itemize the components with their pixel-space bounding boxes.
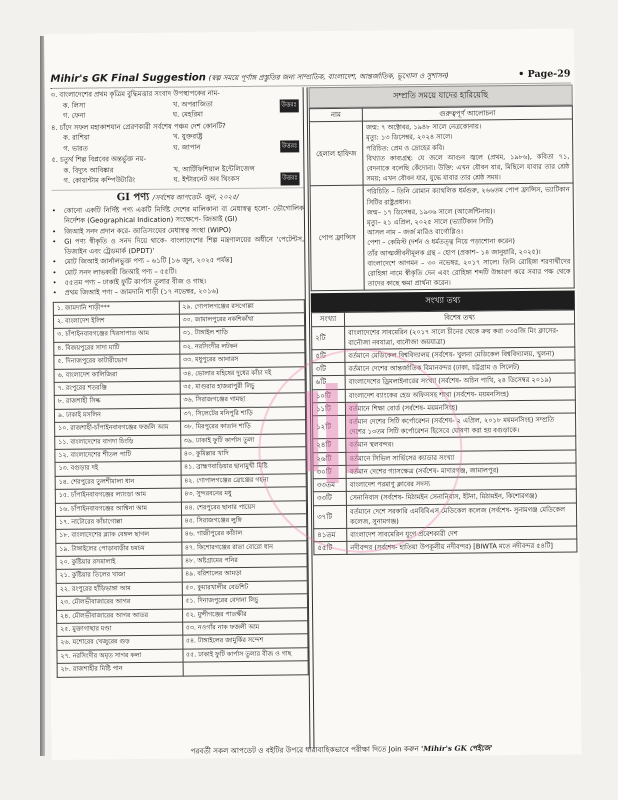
mcq-question	[51, 152, 303, 186]
option: খ. অপরাজিতা	[172, 99, 213, 109]
gi-product-cell: ৫২. মুন্সীগঞ্জের পাতক্ষীর	[182, 607, 308, 622]
gi-product-cell: ২২. রংপুরের হাঁড়িভাঙ্গা আম	[56, 582, 182, 597]
option: ঘ. জাপান	[173, 142, 201, 152]
gi-product-cell: ৩৭. সিলেটের মনিপুরি শাড়ি	[180, 407, 306, 422]
fact-info: বর্তমানে সিভিল সার্ভিসের ক্যাডার সংখ্যা	[346, 450, 576, 466]
fact-info: বর্তমান দেশের গ্যাসক্ষেত্র (সর্বশেষ- মাদারগঞ্জ, জামালপুর)	[346, 463, 576, 479]
gi-product-cell: ৩০. জামালপুরের নকশিকাঁথা	[179, 313, 305, 328]
gi-product-cell: ১. জামদানি শাড়ী***	[53, 301, 179, 316]
gi-product-cell: ২১. কুষ্টিয়ার তিলের খাজা	[56, 569, 182, 584]
gi-product-cell: ৫৩. নওগাঁর নাক ফজলী আম	[182, 621, 308, 636]
gi-product-cell: ৩৫. মাগুরার হাজরাপুরী লিচু	[180, 380, 306, 395]
gi-product-cell: ৩. চাঁপাইনবাবগঞ্জের খিরসাপাত আম	[54, 328, 180, 343]
gi-product-cell: ৬. বাংলাদেশ কালিজিরা	[54, 368, 180, 383]
col-header-info: গুরুত্বপূর্ণ আলোচনা	[362, 106, 572, 121]
gi-product-cell	[183, 661, 309, 676]
info-line: পরিচিতি – তিনি রোমান ক্যাথলিক ধর্মগুরু, ২৬৬তম পোপ ফ্রান্সিস, ভ্যাটিকান সিটির রাষ্ট্রপ্রধান।	[366, 185, 570, 207]
bullet-icon: •	[52, 237, 57, 246]
table-row	[310, 183, 574, 291]
gi-product-cell: ৩৮. মিরপুরের কাতান শাড়ি	[180, 420, 306, 435]
gi-product-cell: ৮. রাজশাহী সিল্ক	[54, 395, 180, 410]
question-number: ৩.	[50, 90, 58, 99]
option: গ. ভারত	[63, 144, 88, 153]
fact-number: ৬টি	[312, 376, 345, 390]
option: ক. লিসা	[62, 101, 86, 110]
fact-number: ১০টি	[312, 389, 345, 403]
fact-info: বাংলাদেশ সাবমেরিন যুগে প্রবেশকারী দেশ	[347, 526, 577, 542]
fact-number: ১১টি	[312, 402, 345, 416]
page-footer	[111, 743, 571, 760]
col-header-number: সংখ্যা	[311, 313, 344, 327]
fact-number: ৩০টি	[313, 465, 346, 479]
book-page	[44, 28, 582, 760]
fact-info: বর্তমানে শিক্ষা বোর্ড (সর্বশেষ- ময়মনসিংহ)	[345, 400, 575, 416]
answer-badge: উত্তরঃ	[280, 172, 300, 185]
bullet-text: জিআই সনদ প্রদান করে- জাতিসংঘের মেধাস্বত্ব সংস্থা (WIPO)	[64, 225, 232, 236]
table-row	[309, 119, 573, 186]
gi-product-cell: ৯. ঢাকাই মসলিন	[54, 408, 180, 423]
fact-number: ৩৩টি	[313, 492, 346, 506]
fact-info: বর্তমানে মেডিকেল বিশ্ববিদ্যালয় (সর্বশেষ- খুলনা মেডিকেল বিশ্ববিদ্যালয়, খুলনা)	[345, 347, 575, 363]
fact-info: বাংলাদেশের ড্রিমলাইনারের সংখ্যা (সর্বশেষ- অচিন পাখি, ২৪ ডিসেম্বর ২০১৯)	[345, 373, 575, 389]
gi-bullet	[53, 286, 305, 299]
gi-title-text: GI পণ্য	[116, 191, 150, 203]
footer-brand: 'Mihir's GK পেইজে'	[421, 743, 493, 754]
recent-deaths-table	[309, 105, 575, 291]
gi-product-cell: ২৪. মৌলভীবাজারের আগর আতর	[57, 609, 183, 624]
bullet-icon: •	[52, 258, 57, 267]
gi-product-cell: ১৪. শেরপুরের তুলশীমালা ধান	[55, 475, 181, 490]
bullet-text: GI পণ্য স্বীকৃতি ও সনদ দিয়ে থাকে- বাংলাদেশের শিল্প মন্ত্রণালয়ের অধীনে 'পেটেন্টস, ডিজাইন এবং ট্রেডমার্ক (DPDT)'	[64, 235, 305, 256]
gi-product-cell: ১৯. টাঙ্গাইলের পোড়াবাড়ীর চমচম	[56, 542, 182, 557]
header-subtitle: (স্বল্প সময়ে পূর্ণাঙ্গ প্রস্তুতির জন্য সাম্প্রতিক, বাংলাদেশ, আন্তর্জাতিক, ভূগোল ও সুশাসন)	[208, 71, 449, 83]
gi-product-cell: ৩৯. ঢাকাই ফুটি কার্পাস তুলা	[180, 433, 306, 448]
gi-product-cell: ২৩. মৌলভীবাজারের আগর	[56, 595, 182, 610]
fact-info: বর্তমান দেশের সিটি কর্পোরেশন (সর্বশেষ- ২ এপ্রিল, ২০১৮ ময়মনসিংহ) সম্প্রতি দেশের ১৩তম সিটি কর্পোরেশন হিসেবে ঘোষণা করা হয় বগুড়াকে।	[346, 413, 576, 439]
gi-product-cell: ২০. কুষ্টিয়ার রসমালাই	[56, 555, 182, 570]
option: ঘ. মেহরিমা	[172, 110, 203, 119]
page-number: • Page-29	[518, 68, 571, 81]
gi-product-cell: ৪৫. সিরাজগঞ্জের লুঙ্গি	[181, 514, 307, 529]
gi-product-cell: ৩২. নরসিংদীর লটকন	[179, 340, 305, 355]
bullet-text: প্রথম জিআই পণ্য – জামদানি শাড়ী (১৭ নভেম্বর, ২০১৬)	[64, 287, 219, 298]
info-line: আসল নাম – জর্জ মারিও বার্গোগ্লিও।	[367, 227, 463, 237]
info-line: মৃত্যু– ২১ এপ্রিল, ২০২৫ সালে (ভ্যাটিকান সিটি)	[366, 217, 494, 227]
gi-product-cell: ২. বাংলাদেশ ইলিশ	[53, 314, 179, 329]
fact-number: ২৪টি	[313, 439, 346, 453]
gi-product-cell: ২৫. মুক্তাগাছার মণ্ডা	[57, 622, 183, 637]
gi-section-title	[52, 187, 304, 204]
watermark-circle	[257, 348, 463, 554]
watermark-bar	[346, 403, 359, 473]
question-text: বাংলাদেশের প্রথম কৃত্রিম বুদ্ধিমত্তার সংবাদ উপস্থাপকের নাম-	[59, 89, 220, 99]
fact-number: ২৬টি	[313, 452, 346, 466]
gi-product-cell: ৪২. গোপালগঞ্জের ব্রোঞ্জের গহনা	[181, 474, 307, 489]
gi-product-cell: ৪৯. বরিশালের আমড়া	[182, 567, 308, 582]
question-number: ৫.	[51, 155, 58, 164]
header-brand: Mihir's GK Final Suggestion	[50, 72, 206, 85]
info-line: তাঁর আত্মজীবনীমূলক গ্রন্থ – হোপ (প্রকাশ– ১৪ জানুয়ারি, ২০২৫)।	[367, 247, 541, 258]
bullet-text: কোনো একটি নির্দিষ্ট পণ্য একটি নির্দিষ্ট দেশের মালিকানা বা মেধাস্বত্ব হলো- ভৌগোলিক নির্দেশক (Geographical Indication) সংক্ষেপে- জিআই (GI)	[63, 204, 304, 226]
gi-bullet	[52, 203, 304, 226]
option: খ. যুক্তরাষ্ট্র	[173, 132, 203, 141]
fact-info: বাংলাদেশ ব্যাংকের হেড অফিসসহ শাখা (সর্বশেষ- ময়মনসিংহ)	[345, 387, 575, 403]
gi-product-cell: ৩৩. মধুপুরের আনারস	[179, 353, 305, 368]
gi-product-cell: ২৭. নরসিংদীর অমৃত সাগর কলা	[57, 649, 183, 664]
question-text: চাঁদে সফল মহাকাশযান প্রেরণকারী সর্বশেষ পঞ্চম দেশ কোনটি?	[59, 121, 226, 132]
gi-product-cell: ১২. বাংলাদেশের শীতল পাটি	[55, 448, 181, 463]
answer-badge: উত্তরঃ	[279, 99, 299, 112]
gi-product-cell: ৪৬. গাজীপুরের কাঁঠাল	[181, 527, 307, 542]
fact-info: বর্তমান স্থলবন্দর।	[346, 436, 576, 452]
bullet-icon: •	[52, 227, 57, 236]
option: খ. আর্টিফিশিয়াল ইন্টেলিজেন্স	[173, 164, 255, 174]
gi-product-cell: ৩৪. ভোলার মহিষের দুধের কাঁচা দই	[180, 366, 306, 381]
col-header-name: নাম	[309, 108, 362, 122]
gi-product-cell: ১৬. চাঁপাইনবাবগঞ্জের আশ্বিনা আম	[55, 502, 181, 517]
fact-info: বর্তমানে দেশে সরকারি এমবিবিএস মেডিকেল কলেজ (সর্বশেষ- সুনামগঞ্জ মেডিকেল কলেজ, সুনামগঞ্জ)	[346, 502, 576, 528]
bullet-icon: •	[52, 289, 57, 298]
fact-number: ৫৫টি	[314, 541, 347, 555]
info-line: মৃত্যু: ১৩ ডিসেম্বর, ২০২৪ সালে।	[366, 133, 453, 143]
gi-update-note: /সর্বশেষ আপডেট- জুন, ২০২৫/	[152, 192, 239, 202]
option: গ. ফেনা	[62, 111, 86, 120]
bullet-icon: •	[52, 278, 57, 288]
person-name: পোপ ফ্রান্সিস	[310, 186, 364, 292]
option: গ. কোয়ান্টাম কম্পিউটারিং	[63, 176, 136, 185]
table-row	[312, 324, 575, 350]
gi-product-cell: ৪৪. শেরপুরের ছানার পায়েস	[181, 500, 307, 515]
gi-product-cell: ৪. বিজয়পুরের সাদা মাটি	[54, 341, 180, 356]
fact-number: ৩টি	[312, 363, 345, 377]
recent-deaths-title: সম্প্রতি সময়ে যাদের হারিয়েছি	[309, 84, 573, 108]
watermark-bar	[306, 391, 319, 471]
option: ঘ. ইন্টারনেট অব থিংকস	[173, 174, 240, 184]
gi-product-cell: ১৩. বগুড়ার দই	[55, 461, 181, 476]
info-line: পেশা – কেমিস্ট (দর্শন ও ধর্মতত্ত্ব নিয়ে পড়াশোনা করেন)	[367, 237, 515, 248]
gi-product-cell: ১১. বাংলাদেশের বাগদা চিংড়ি	[55, 435, 181, 450]
fact-number: ৫টি	[312, 349, 345, 363]
gi-product-cell: ২৬. যশোরের খেজুরের গুড়	[57, 636, 183, 651]
info-line: বাংলাদেশে আগমন – ৩০ নভেম্বর, ২০১৭ সালে। তিনি রোহিঙ্গা শরণার্থীদের রোহিঙ্গা নামে স্বীকৃতি দেন এবং রোহিঙ্গা শব্দটি উচ্চারণ করে সবার পক্ষ থেকে তাদের কাছে ক্ষমা প্রার্থনা করেন।	[367, 257, 571, 288]
gi-product-cell: ৩৬. সিরাজগঞ্জের গামছা	[180, 393, 306, 408]
gi-product-cell: ১৭. নাটোরের কাঁচাগোল্লা	[56, 515, 182, 530]
person-name: হেলাল হাফিজ	[309, 121, 363, 186]
info-line: জন্ম: ৭ অক্টোবর, ১৯৪৮ সালে নেত্রকোনায়।	[365, 122, 482, 132]
gi-product-cell: ৪১. ব্রাহ্মণবাড়িয়ার ছানামুখী মিষ্টি	[180, 460, 306, 475]
info-line: জন্ম– ১৭ ডিসেম্বর, ১৯৩৬ সালে (আর্জেন্টিনায়)।	[366, 207, 496, 217]
col-header-special-info: বিশেষ তথ্য	[344, 310, 574, 326]
gi-product-cell: ৫১. দিনাজপুরের বেদানা লিচু	[182, 594, 308, 609]
mcq-question	[51, 87, 303, 121]
question-number: ৪.	[50, 123, 58, 132]
gi-product-cell: ১৫. চাঁপাইনবাবগঞ্জের ল্যাংড়া আম	[55, 488, 181, 503]
bullet-text: মোট সনদ লাভকারী জিআই পণ্য – ৫৫টি।	[64, 267, 177, 277]
gi-product-cell: ৪০. কুমিল্লার খাদি	[180, 447, 306, 462]
gi-product-cell: ৪৩. সুন্দরবনের মধু	[181, 487, 307, 502]
info-line: বিখ্যাত কাব্যগ্রন্থ: যে জলে আগুন জ্বলে (প্রথম, ১৯৮৬), কবিতা ৭১, বেদনাকে বলেছি কেঁদোনা। উক্তি: এখন যৌবন যার, মিছিলে যাবার তার শ্রেষ্ঠ সময়; এখন যৌবন যার, যুদ্ধে যাবার তার শ্রেষ্ঠ সময়।	[366, 152, 570, 183]
fact-info: বাংলাদেশের সাবমেরিন (২০১৭ সালে চীনের থেকে ক্রয় করা ০৩৫জি মিং ক্লাসের- বানৌজা নবযাত্রা, বানৌজা জয়যাত্রা)	[345, 324, 575, 350]
info-line: পরিচিত: প্রেম ও দ্রোহের কবি।	[366, 143, 445, 153]
option: ক. রাশিয়া	[63, 133, 90, 142]
gi-product-cell: ৫৪. টাঙ্গাইলের জামুর্কির সন্দেশ	[182, 634, 308, 649]
fact-number: ৩৩তম	[313, 478, 346, 492]
gi-product-cell: ৭. রংপুরের শতরঞ্জি	[54, 381, 180, 396]
fact-number: ২টি	[312, 326, 345, 350]
gi-product-cell: ৫০. কুমারখালীর বেডশিট	[182, 581, 308, 596]
gi-product-cell: ৪৮. অষ্টগ্রামের পনির	[181, 554, 307, 569]
gi-product-cell: ৪৭. কিশোরগঞ্জের রাতা বোরো ধান	[181, 540, 307, 555]
left-column	[51, 87, 309, 677]
bullet-icon: •	[52, 268, 57, 277]
watermark-bar	[326, 383, 339, 483]
fact-number: ৪১তম	[314, 528, 347, 542]
gi-product-cell: ৩১. টাঙ্গাইল শাড়ি	[179, 326, 305, 341]
numeric-facts-title: সংখ্যা তথ্য	[311, 291, 575, 313]
gi-product-cell: ৫৫. ঢাকাই ফুটি কার্পাস তুলার বীজ ও গাছ	[182, 648, 308, 663]
gi-bullet	[52, 234, 304, 257]
gi-product-cell: ১৮. বাংলাদেশের ব্ল্যাক বেঙ্গল ছাগল	[56, 528, 182, 543]
gi-product-cell: ২৮. রাজশাহীর মিষ্টি পান	[57, 662, 183, 677]
bullet-icon: •	[51, 206, 56, 215]
question-text: চতুর্থ শিল্প বিপ্লবের অন্তর্ভুক্ত নয়-	[60, 154, 147, 164]
gi-product-cell: ৫. দিনাজপুরের কাটারীভোগ	[54, 354, 180, 369]
fact-info: বর্তমানে দেশের আন্তর্জাতিক বিমানবন্দর (ঢাকা, চট্টগ্রাম ও সিলেট)	[345, 360, 575, 376]
mcq-question	[51, 120, 303, 154]
gi-product-cell: ১০. রাজশাহী-চাঁপাইনবাবগঞ্জের ফজলি আম	[55, 421, 181, 436]
fact-number: ১২টি	[313, 415, 346, 439]
option: ক. বিদ্যুৎ আবিষ্কার	[63, 165, 114, 175]
fact-info: বাংলাদেশ পরমাণু ক্লাবের সদস্য	[346, 476, 576, 492]
bullet-text: মোট জিআই জার্নালভুক্ত পণ্য – ৬১টি [১৬ জুন, ২০২৫ পর্যন্ত]	[64, 256, 233, 267]
gi-product-cell: ২৯. গোপালগঞ্জের রসগোল্লা	[179, 299, 305, 314]
fact-info: নদীবন্দর (সর্বশেষ- হাতিয়া উপকূলীয় নদীবন্দর) [BIWTA মতে নদীবন্দর ৫৪টি]	[347, 539, 577, 555]
table-row	[57, 661, 308, 677]
fact-number: ৩৭টি	[313, 505, 346, 529]
fact-info: সেনানিবাস (সর্বশেষ- মিঠামইন সেনানিবাস, ইটনা, মিঠামইন, কিশোরগঞ্জ)	[346, 489, 576, 505]
bullet-text: ৫৫তম পণ্য – ঢাকাই ফুটি কার্পাস তুলার বীজ ও গাছ।	[64, 277, 207, 287]
gi-bullet-list	[52, 203, 305, 298]
answer-badge: উত্তরঃ	[280, 140, 300, 153]
footer-text: পরবর্তী সকল আপডেট ও বইটির উপরে ধারাবাহিকভাবে পরীক্ষা দিতে Join করুন	[190, 744, 419, 756]
